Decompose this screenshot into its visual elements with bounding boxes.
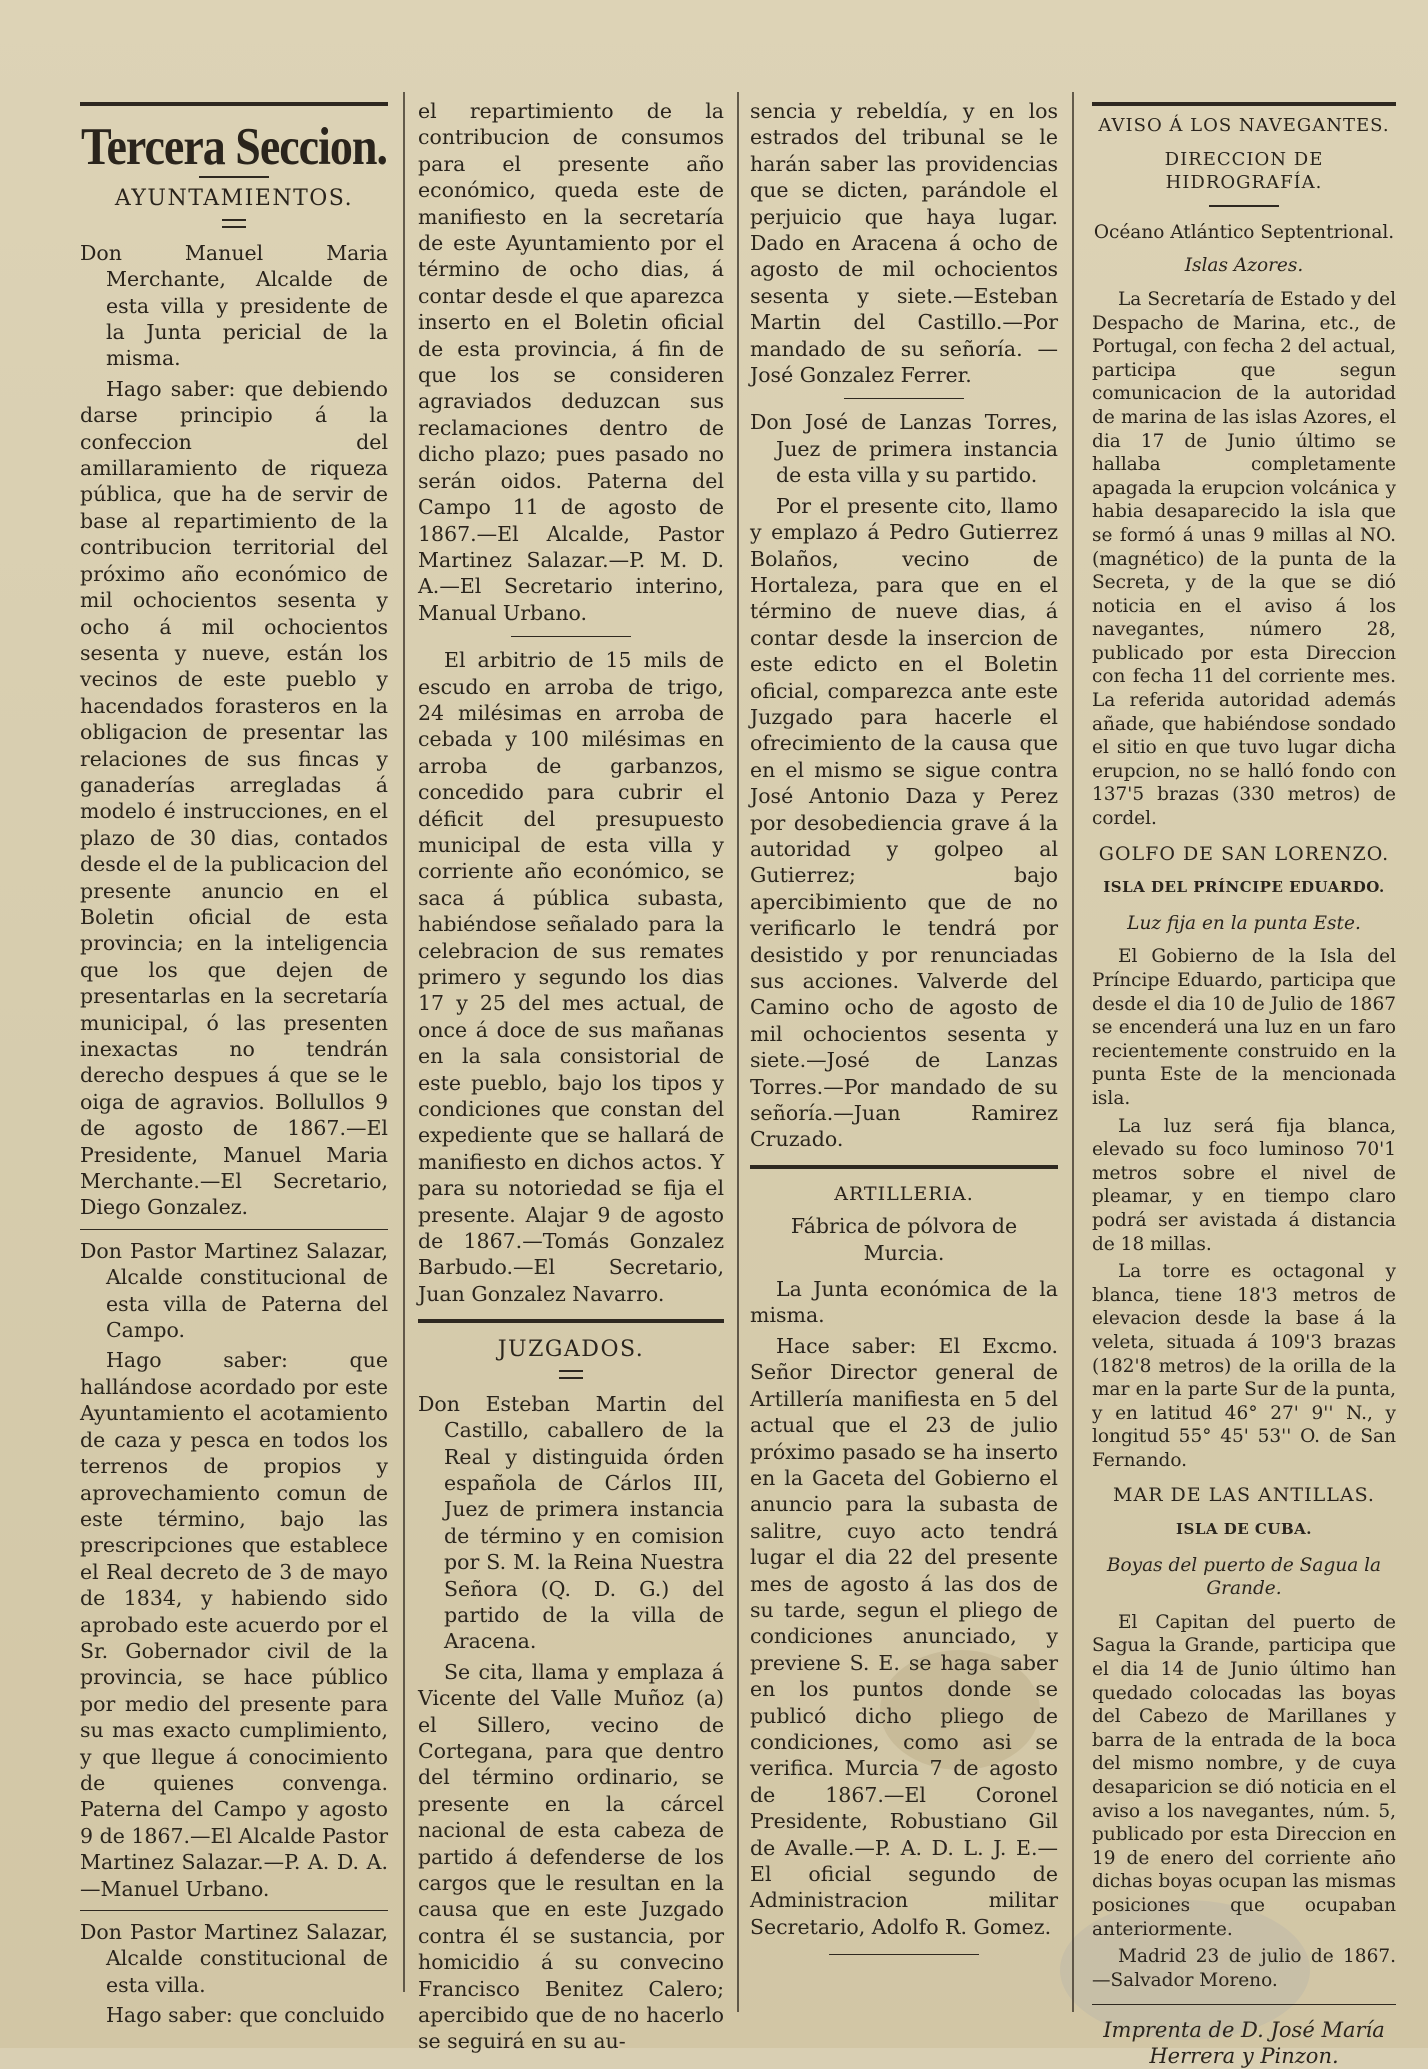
imprint-line-1: Imprenta de D. José María [1103, 2018, 1385, 2043]
islas-azores: Islas Azores. [1184, 255, 1304, 277]
section-title: Tercera Seccion. [81, 117, 387, 176]
notice-header: Don Pastor Martinez Salazar, Alcalde constitucional de esta villa de Paterna del Campo. [80, 1238, 388, 1343]
heading-antillas: MAR DE LAS ANTILLAS. [1113, 1484, 1375, 1507]
double-rule [222, 219, 246, 228]
column-divider [1072, 92, 1074, 2012]
heading-ayuntamientos: AYUNTAMIENTOS. [114, 186, 354, 212]
heading-aviso: AVISO Á LOS NAVEGANTES. [1098, 115, 1390, 136]
notice-body: La torre es octagonal y blanca, tiene 18'3 metros de elevacion desde la base á la veleta, situada á 109'3 brazas (182'8 metros) de la orilla de la mar en la parte Sur de la punta, y en latitud 46° 27' 9'' N., y longitud 55° 45' 53'' O. de San Fernando. [1092, 1261, 1396, 1471]
notice-body: La luz será fija blanca, elevado su foco luminoso 70'1 metros sobre el nivel de pleamar, y en tiempo claro podrá ser avistada á distancia de 18 millas. [1092, 1115, 1396, 1255]
column-4 [1092, 98, 1396, 2069]
notice-body: El arbitrio de 15 mils de escudo en arroba de trigo, 24 milésimas en arroba de cebada y 100 milésimas en arroba de garbanzos, concedido para cubrir el déficit del presupuesto municipal de esta villa y corriente año económico, se saca á pública subasta, habiéndose señalado para la celebracion de sus remates primero y segundo los dias 17 y 25 del mes actual, de once á doce de sus mañanas en la sala consistorial de este pueblo, bajo los tipos y condiciones que constan del expediente que se hallará de manifiesto en dichos actos. Y para su notoriedad se fija el presente. Alajar 9 de agosto de 1867.—Tomás Gonzalez Barbudo.—El Secretario, Juan Gonzalez Navarro. [418, 648, 724, 1306]
luz-fija: Luz fija en la punta Este. [1127, 912, 1361, 934]
isla-principe: ISLA DEL PRÍNCIPE EDUARDO. [1103, 878, 1385, 897]
separator [1092, 2004, 1396, 2005]
boyas-title: Boyas del puerto de Sagua la Grande. [1106, 1554, 1382, 1600]
section-rule [750, 1165, 1058, 1169]
column-divider [403, 92, 405, 1992]
ornament-rule [199, 176, 269, 178]
separator [511, 636, 631, 637]
notice-body: Se cita, llama y emplaza á Vicente del Valle Muñoz (a) el Sillero, vecino de Cortegana, para que dentro del término ordinario, se presente en la cárcel nacional de esta cabeza de partido á defenderse de los cargos que le resultan en la causa que en este Juzgado contra él se sustancia, por homicidio á su convecino Francisco Benitez Calero; apercibido que de no hacerlo se seguirá en su au- [418, 1659, 724, 2054]
column-1 [80, 98, 388, 2033]
ocean-name: Océano Atlántico Septentrional. [1093, 221, 1395, 243]
imprint-line-2: Herrera y Pinzon. [1149, 2044, 1339, 2069]
signature: Madrid 23 de julio de 1867.—Salvador Moreno. [1092, 1946, 1396, 1991]
ornament-rule [1209, 205, 1279, 207]
isla-cuba: ISLA DE CUBA. [1176, 1520, 1312, 1539]
continued-text: el repartimiento de la contribucion de consumos para el presente año económico, queda este de manifiesto en la secretaría de este Ayuntamiento por el término de ocho dias, á contar desde el que aparezca inserto en el Boletin oficial de esta provincia, á fin de que los se consideren agraviados deduzcan sus reclamaciones dentro de dicho plazo; pues pasado no serán oidos. Paterna del Campo 11 de agosto de 1867.—El Alcalde, Pastor Martinez Salazar.—P. M. D. A.—El Secretario interino, Manual Urbano. [418, 99, 724, 625]
heading-artilleria: ARTILLERIA. [834, 1182, 974, 1205]
section-rule [418, 1319, 724, 1323]
top-rule [1092, 102, 1396, 106]
notice-header: Don Manuel Maria Merchante, Alcalde de esta villa y presidente de la Junta pericial de la misma. [80, 240, 388, 371]
notice-body: El Gobierno de la Isla del Príncipe Eduardo, participa que desde el dia 10 de Julio de 1867 se encenderá una luz en un faro recientemente construido en la punta Este de la mencionada isla. [1092, 946, 1396, 1109]
notice-body: Por el presente cito, llamo y emplazo á Pedro Gutierrez Bolaños, vecino de Hortaleza, para que en el término de nueve dias, á contar desde la insercion de este edicto en el Boletin oficial, comparezca ante este Juzgado para hacerle el ofrecimiento de la causa que en el mismo se sigue contra José Antonio Daza y Perez por desobediencia grave á la autoridad y golpeo al Gutierrez; bajo apercibimiento que de no verificarlo le tendrá por desistido y por renunciadas sus acciones. Valverde del Camino ocho de agosto de mil ochocientos sesenta y siete.—José de Lanzas Torres.—Por mandado de su señoría.—Juan Ramirez Cruzado. [750, 493, 1058, 1152]
heading-juzgados: JUZGADOS. [497, 1337, 645, 1363]
separator [80, 1910, 388, 1911]
notice-body: Hago saber: que hallándose acordado por este Ayuntamiento el acotamiento de caza y pesca en todos los terrenos de propios y aprovechamiento comun de este término, bajo las prescripciones que establece el Real decreto de 3 de mayo de 1834, y habiendo sido aprobado este acuerdo por el Sr. Gobernador civil de la provincia, se hace público por medio del presente para su mas exacto cumplimiento, y que llegue á conocimiento de quienes convenga. Paterna del Campo y agosto 9 de 1867.—El Alcalde Pastor Martinez Salazar.—P. A. D. A.—Manuel Urbano. [80, 1348, 388, 1901]
heading-golfo: GOLFO DE SAN LORENZO. [1098, 842, 1390, 865]
top-rule [80, 102, 388, 106]
column-divider [737, 92, 739, 2012]
separator [829, 1954, 979, 1955]
separator [80, 1229, 388, 1230]
notice-header: Don José de Lanzas Torres, Juez de primera instancia de esta villa y su partido. [750, 410, 1058, 488]
notice-body: Hago saber: que debiendo darse principio á la confeccion del amillaramiento de riqueza pública, que ha de servir de base al repartimiento de la contribucion territorial del próximo año económico de mil ochocientos sesenta y ocho á mil ochocientos sesenta y nueve, están los vecinos de este pueblo y hacendados forasteros en la obligacion de presentar las relaciones de sus fincas y ganaderías arregladas á modelo é instrucciones, en el plazo de 30 dias, contados desde el de la publicacion del presente anuncio en el Boletin oficial de esta provincia; en la inteligencia que los que dejen de presentarlas en la secretaría municipal, ó las presenten inexactas no tendrán derecho despues á que se le oiga de agravios. Bollullos 9 de agosto de 1867.—El Presidente, Manuel Maria Merchante.—El Secretario, Diego Gonzalez. [80, 376, 388, 1220]
double-rule [559, 1370, 583, 1379]
notice-body: La Junta económica de la misma. [750, 1277, 1058, 1328]
separator [844, 398, 964, 399]
notice-body: Hace saber: El Excmo. Señor Director general de Artillería manifiesta en 5 del actual que el 23 de julio próximo pasado se ha inserto en la Gaceta del Gobierno el anuncio para la subasta de salitre, cuyo acto tendrá lugar el dia 22 del presente mes de agosto á las dos de su tarde, segun el pliego de condiciones anunciado, y previene S. E. se haga saber en los puntos donde se publicó dicho pliego de condiciones, como asi se verifica. Murcia 7 de agosto de 1867.—El Coronel Presidente, Robustiano Gil de Avalle.—P. A. D. L. J. E.—El oficial segundo de Administracion militar Secretario, Adolfo R. Gomez. [750, 1333, 1058, 1939]
subheading: Fábrica de pólvora de Murcia. [790, 1214, 1018, 1265]
continued-text: sencia y rebeldía, y en los estrados del tribunal se le harán saber las providencias que se dicten, parándole el perjuicio que haya lugar. Dado en Aracena á ocho de agosto de mil ochocientos sesenta y siete.—Esteban Martin del Castillo.—Por mandado de su señoría. —José Gonzalez Ferrer. [750, 99, 1058, 388]
heading-hidrografia: DIRECCION DE HIDROGRAFÍA. [1164, 148, 1324, 194]
notice-body: La Secretaría de Estado y del Despacho de Marina, etc., de Portugal, con fecha 2 del actual, participa que segun comunicacion de la autoridad de marina de las islas Azores, el dia 17 de Junio último se hallaba completamente apagada la erupcion volcánica y habia desaparecido la isla que se formó á unas 9 millas al NO. (magnético) de la punta de la Secreta, y de la que se dió noticia en el aviso á los navegantes, número 28, publicado por esta Direccion con fecha 11 del corriente mes. La referida autoridad además añade, que habiéndose sondado el sitio en que tuvo lugar dicha erupcion, no se halló fondo con 137'5 brazas (330 metros) de cordel. [1092, 288, 1396, 830]
notice-body: Hago saber: que concluido [106, 2003, 385, 2028]
notice-header: Don Pastor Martinez Salazar, Alcalde constitucional de esta villa. [80, 1920, 388, 1997]
column-3 [750, 98, 1058, 1969]
column-2 [418, 98, 724, 2059]
notice-header: Don Esteban Martin del Castillo, caballero de la Real y distinguida órden española de Cárlos III, Juez de primera instancia de término y en comision por S. M. la Reina Nuestra Señora (Q. D. G.) del partido de la villa de Aracena. [418, 1391, 724, 1654]
notice-body: El Capitan del puerto de Sagua la Grande, participa que el dia 14 de Junio último han quedado colocadas las boyas del Cabezo de Marillanes y barra de la entrada de la boca del mismo nombre, y de cuya desaparicion se dió noticia en el aviso a los navegantes, núm. 5, publicado por esta Direccion en 19 de enero del corriente an̄o dichas boyas ocupan las mismas posiciones que ocupaban anteriormente. [1092, 1611, 1396, 1940]
